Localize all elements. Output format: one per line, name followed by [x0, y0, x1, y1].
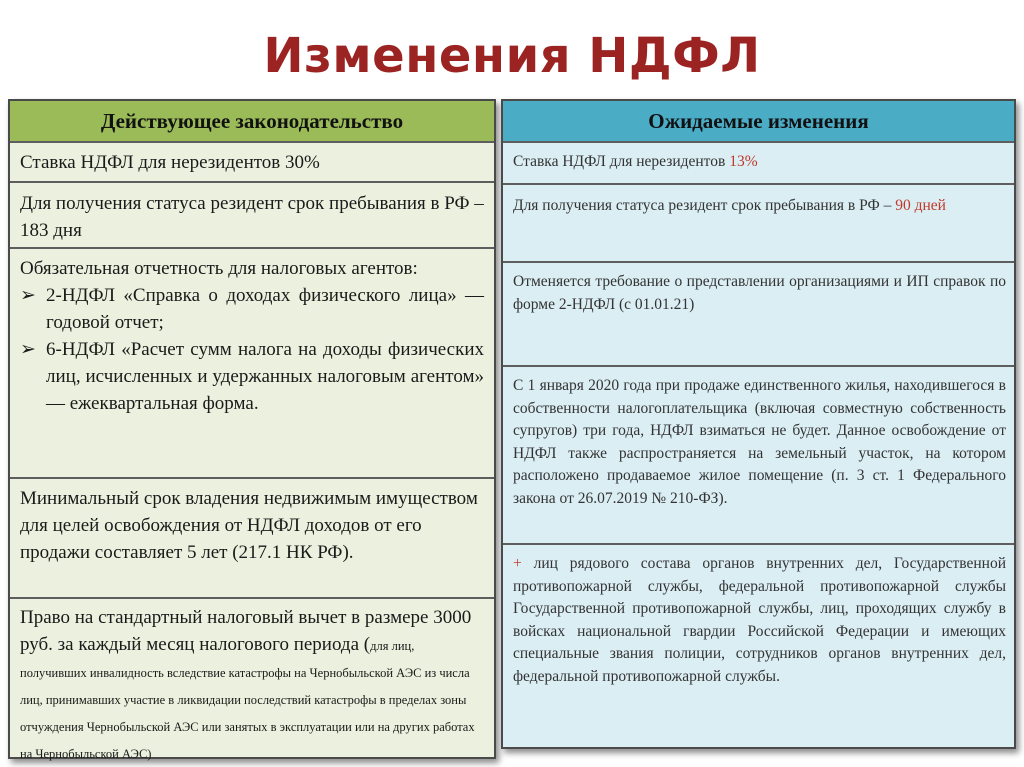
expected-changes-header: Ожидаемые изменения [503, 101, 1014, 141]
expected-residency-text: Для получения статуса резидент срок пребывания в РФ – [513, 197, 896, 214]
expected-rate-value: 13% [729, 153, 758, 170]
current-law-table [8, 99, 496, 759]
housing-exemption-text: С 1 января 2020 года при продаже единственного жилья, находившегося в собственности налогоплательщика (включая совместную собственность супругов) три года, НДФЛ взиматься не будет. Данное освобождение от НДФЛ также распространяется на земельный участок, на котором расположено продаваемое жилое помещение (п. 3 ст. 1 Федерального закона от 26.07.2019 № 210-ФЗ). [513, 377, 1006, 507]
arrow-bullet-icon: ➢ [20, 285, 36, 306]
deduction-note: для лиц, получивших инвалидность вследствие катастрофы на Чернобыльской АЭС из числа лиц, принимавших участие в ликвидации последствий катастрофы в пределах зоны отчуждения Чернобыльской АЭС или занятых в эксплуатации или на других работах на Чернобыльской АЭС) [20, 639, 475, 761]
expected-rate-text: Ставка НДФЛ для нерезидентов [513, 153, 730, 170]
current-row-residency [10, 183, 494, 247]
expected-row-residency [503, 185, 1014, 261]
expected-residency-value: 90 дней [895, 197, 946, 214]
expected-changes-table [501, 99, 1016, 749]
list-item [20, 282, 484, 336]
expected-row-rate [503, 143, 1014, 183]
current-row-reporting [10, 249, 494, 477]
expected-row-deduction [503, 545, 1014, 747]
current-row-ownership [10, 479, 494, 597]
current-row-deduction [10, 599, 494, 761]
current-row-rate [10, 143, 494, 181]
list-item [20, 336, 484, 417]
expected-deduction-text: лиц рядового состава органов внутренних дел, Государственной противопожарной службы, федеральной противопожарной службы Государственной противопожарной службы, лиц, проходящих службу в войсках национальной гвардии Российской Федерации и имеющих специальные звания полиции, сотрудников органов внутренних дел, федеральной противопожарной службы. [513, 555, 1006, 685]
page-title: Изменения НДФЛ [263, 28, 761, 84]
expected-reporting-text: Отменяется требование о представлении организациями и ИП справок по форме 2-НДФЛ (с 01.01.21) [513, 273, 1006, 313]
arrow-bullet-icon: ➢ [20, 339, 36, 360]
ownership-text: Минимальный срок владения недвижимым имуществом для целей освобождения от НДФЛ доходов от его продажи составляет 5 лет (217.1 НК РФ). [20, 488, 478, 563]
current-rate-text: Ставка НДФЛ для нерезидентов 30% [20, 152, 320, 173]
current-residency-text: Для получения статуса резидент срок пребывания в РФ – 183 дня [20, 193, 484, 241]
deduction-text: Право на стандартный налоговый вычет в размере 3000 руб. за каждый месяц налогового периода ( [20, 607, 472, 655]
expected-row-reporting [503, 263, 1014, 365]
plus-icon: + [513, 555, 522, 572]
expected-row-housing [503, 367, 1014, 543]
reporting-item-2ndfl: 2-НДФЛ «Справка о доходах физического лица» — годовой отчет; [46, 285, 484, 333]
reporting-item-6ndfl: 6-НДФЛ «Расчет сумм налога на доходы физических лиц, исчисленных и удержанных налоговым агентом» — ежеквартальная форма. [46, 339, 484, 414]
current-law-header: Действующее законодательство [10, 101, 494, 141]
reporting-intro: Обязательная отчетность для налоговых агентов: [20, 258, 418, 279]
